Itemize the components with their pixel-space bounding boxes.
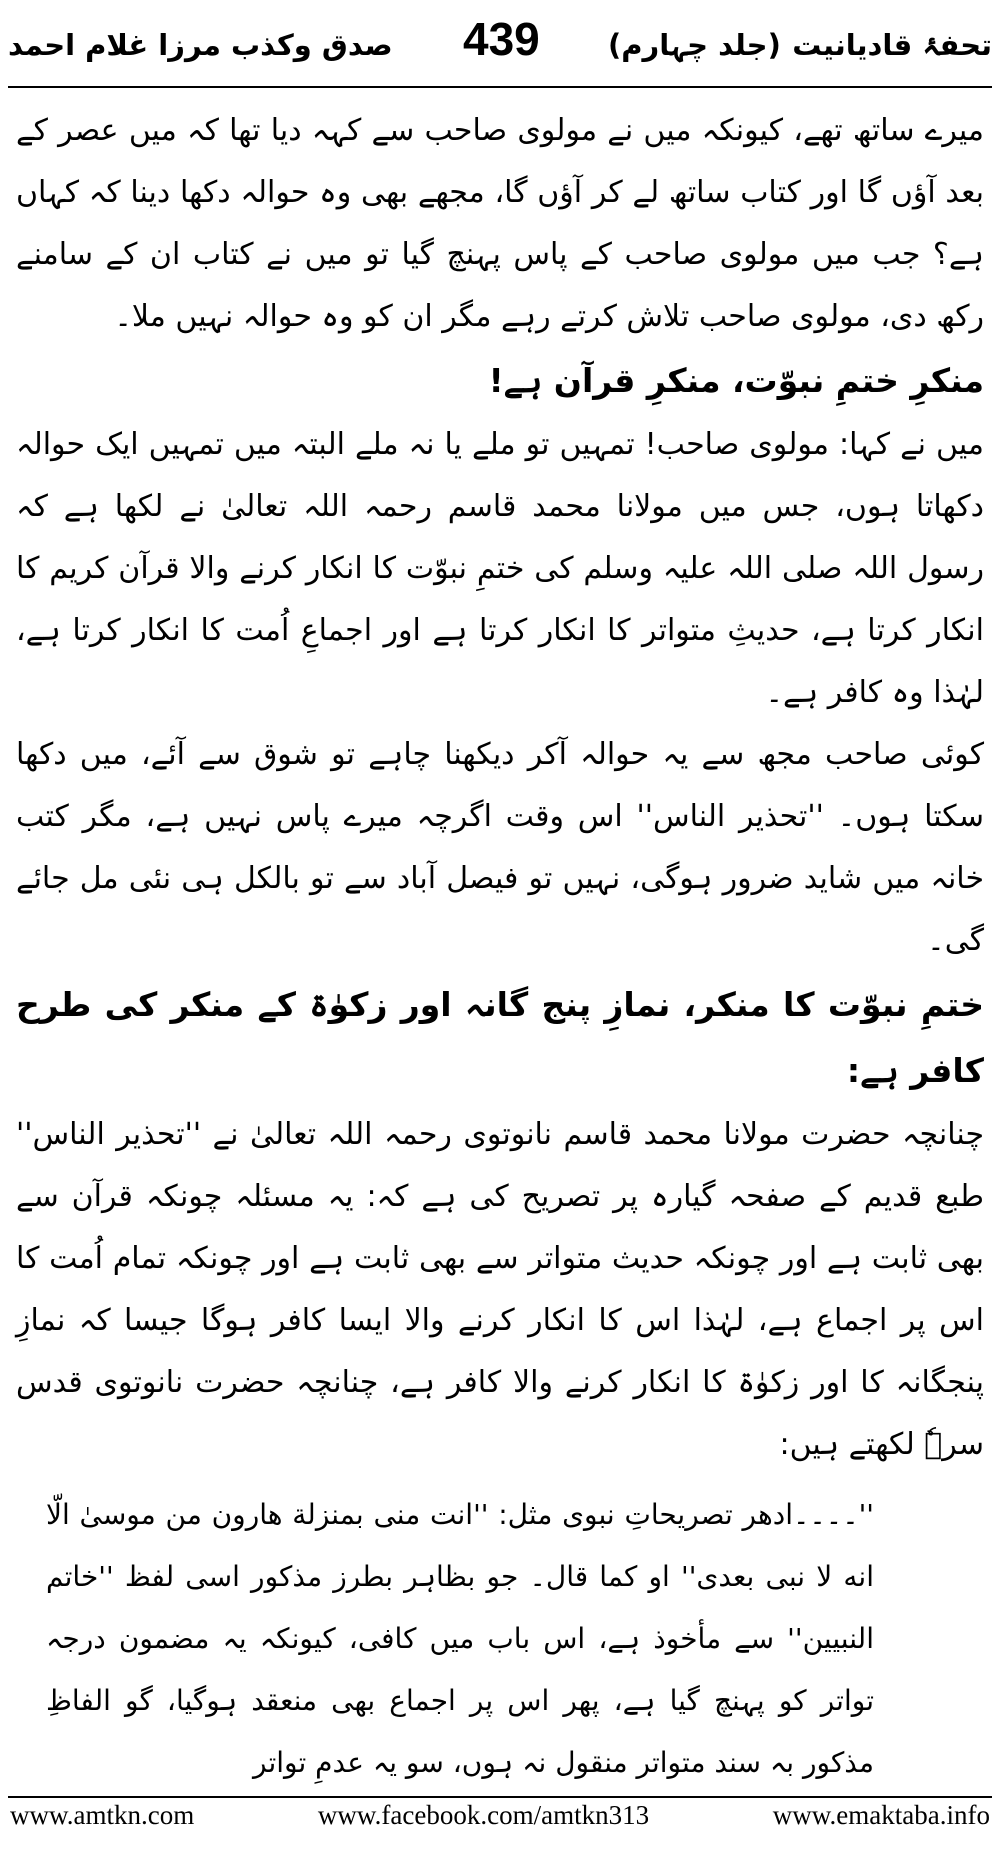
block-quote: ''۔۔۔۔ادھر تصریحاتِ نبوی مثل: ''انت منی بمنزلة هارون من موسیٰ الّا انه لا نبی بعدی'' او کما قال۔ جو بظاہر بطرز مذکور اسی لفظ ''خاتم النبیین'' سے مأخوذ ہے، اس باب میں کافی، کیونکہ یہ مضمون درجہ تواتر کو پہنچ گیا ہے، پھر اس پر اجماع بھی منعقد ہوگیا، گو الفاظِ مذکور بہ سند متواتر منقول نہ ہوں، سو یہ عدمِ تواتر: [46, 1498, 874, 1779]
paragraph-2: میں نے کہا: مولوی صاحب! تمہیں تو ملے یا نہ ملے البتہ میں تمہیں ایک حوالہ دکھاتا ہوں، جس میں مولانا محمد قاسم رحمہ اللہ تعالیٰ نے لکھا ہے کہ رسول اللہ صلی اللہ علیہ وسلم کی ختمِ نبوّت کا انکار کرنے والا قرآن کریم کا انکار کرتا ہے، حدیثِ متواتر کا انکار کرتا ہے اور اجماعِ اُمت کا انکار کرتا ہے، لہٰذا وہ کافر ہے۔: [16, 427, 984, 710]
page-body: [16, 100, 984, 1794]
heading-1: منکرِ ختمِ نبوّت، منکرِ قرآن ہے!: [488, 361, 984, 400]
footer-divider: [8, 1796, 992, 1798]
paragraph-3: کوئی صاحب مجھ سے یہ حوالہ آکر دیکھنا چاہے تو شوق سے آئے، میں دکھا سکتا ہوں۔ ''تحذیر الناس'' اس وقت اگرچہ میرے پاس نہیں ہے، مگر کتب خانہ میں شاید ضرور ہوگی، نہیں تو فیصل آباد سے تو بالکل ہی نئی مل جائے گی۔: [16, 737, 984, 958]
footer-link-emaktaba[interactable]: www.emaktaba.info: [772, 1800, 990, 1830]
header-left-title: صدق وکذب مرزا غلام احمد: [8, 28, 393, 62]
header-divider: [8, 86, 992, 88]
page-header: [8, 14, 992, 78]
page-footer: [10, 1800, 990, 1840]
paragraph-1: میرے ساتھ تھے، کیونکہ میں نے مولوی صاحب سے کہہ دیا تھا کہ میں عصر کے بعد آؤں گا اور کتاب ساتھ لے کر آؤں گا، مجھے بھی وہ حوالہ دکھا دینا کہ کہاں ہے؟ جب میں مولوی صاحب کے پاس پہنچ گیا تو میں نے کتاب ان کے سامنے رکھ دی، مولوی صاحب تلاش کرتے رہے مگر ان کو وہ حوالہ نہیں ملا۔: [16, 113, 984, 334]
header-right-title: تحفۂ قادیانیت: [792, 28, 992, 62]
header-volume: (جلد چہارم): [608, 28, 781, 62]
heading-2: ختمِ نبوّت کا منکر، نمازِ پنج گانہ اور زکوٰۃ کے منکر کی طرح کافر ہے:: [16, 985, 984, 1090]
footer-link-amtkn[interactable]: www.amtkn.com: [10, 1800, 195, 1830]
page-number: 439: [463, 13, 540, 65]
paragraph-4: چنانچہ حضرت مولانا محمد قاسم نانوتوی رحمہ اللہ تعالیٰ نے ''تحذیر الناس'' طبع قدیم کے صفحہ گیارہ پر تصریح کی ہے کہ: یہ مسئلہ چونکہ قرآن سے بھی ثابت ہے اور چونکہ حدیث متواتر سے بھی ثابت ہے اور چونکہ تمام اُمت کا اس پر اجماع ہے، لہٰذا اس کا انکار کرنے والا ایسا کافر ہوگا جیسا کہ نمازِ پنجگانہ کا اور زکوٰۃ کا انکار کرنے والا کافر ہے، چنانچہ حضرت نانوتوی قدس سرہٗ لکھتے ہیں:: [16, 1117, 984, 1462]
footer-link-facebook[interactable]: www.facebook.com/amtkn313: [317, 1800, 650, 1830]
